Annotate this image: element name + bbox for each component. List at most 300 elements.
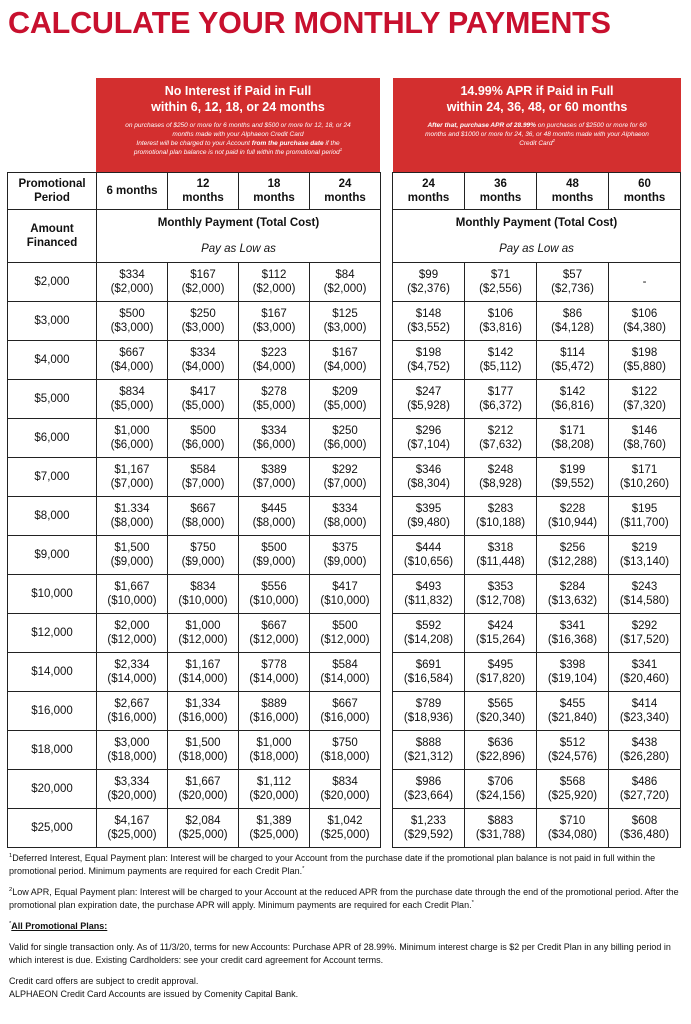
monthly-payment-value: $395	[415, 503, 442, 515]
payment-cell	[465, 302, 537, 341]
total-cost-value: ($8,000)	[181, 517, 225, 529]
amount-label-line: Financed	[26, 237, 78, 249]
total-cost-value: ($7,000)	[181, 478, 225, 490]
footnote-marker: 2	[9, 887, 13, 893]
total-cost-value: ($20,000)	[249, 790, 299, 802]
monthly-payment-value: $2,667	[114, 698, 150, 710]
payment-cell	[310, 458, 381, 497]
payment-cell	[609, 341, 681, 380]
total-cost-value: ($10,656)	[403, 556, 454, 568]
monthly-payment-value: $57	[562, 269, 583, 281]
payment-cell	[393, 497, 465, 536]
monthly-payment-value: $986	[415, 776, 442, 788]
monthly-payment-value: $341	[559, 620, 586, 632]
total-cost-value: ($2,000)	[252, 283, 296, 295]
table-row	[8, 341, 681, 380]
banner-terms-line: on purchases of $250 or more for 6 months and $500 or more for 12, 18, or 24	[125, 122, 351, 129]
total-cost-value: ($16,000)	[107, 712, 157, 724]
monthly-payment-value: $444	[415, 542, 442, 554]
total-cost-value: ($21,840)	[547, 712, 598, 724]
monthly-payment-value: $1,167	[185, 659, 221, 671]
total-cost-value: ($12,000)	[249, 634, 299, 646]
promo-period-label-line: Promotional	[18, 178, 86, 190]
total-cost-value: ($3,000)	[181, 322, 225, 334]
total-cost-value: ($14,000)	[320, 673, 370, 685]
footnotes	[9, 852, 685, 1001]
footnote-marker: *	[9, 921, 12, 927]
payment-cell	[393, 614, 465, 653]
total-cost-value: ($4,000)	[252, 361, 296, 373]
monthly-payment-value: $212	[487, 425, 514, 437]
monthly-payment-value: $1,667	[114, 581, 150, 593]
total-cost-value: ($7,000)	[252, 478, 296, 490]
monthly-payment-value: $114	[560, 347, 585, 359]
payment-cell	[168, 770, 239, 809]
banner-terms-line: months made with your Alphaeon Credit Card	[172, 131, 304, 138]
monthly-payment-value: $750	[332, 737, 358, 749]
amount-financed-cell: $20,000	[8, 770, 97, 809]
total-cost-value: ($24,156)	[475, 790, 526, 802]
total-cost-value: ($8,000)	[252, 517, 296, 529]
total-cost-value: ($6,372)	[479, 400, 522, 412]
term-unit: months	[623, 192, 666, 204]
payment-cell	[239, 653, 310, 692]
payment-cell	[537, 575, 609, 614]
monthly-payment-value: $292	[332, 464, 358, 476]
total-cost-value: ($9,000)	[323, 556, 367, 568]
monthly-payment-value: $346	[415, 464, 442, 476]
monthly-payment-value: $500	[261, 542, 287, 554]
payment-cell	[537, 302, 609, 341]
payment-cell	[168, 380, 239, 419]
term-header-48	[537, 173, 609, 210]
payment-cell	[609, 731, 681, 770]
monthly-payment-value: $353	[487, 581, 514, 593]
term-header-24-no-interest	[310, 173, 381, 210]
banner-terms-line: Credit Card	[519, 140, 553, 147]
table-row	[8, 692, 681, 731]
payment-cell	[609, 497, 681, 536]
payment-cell	[239, 263, 310, 302]
term-unit: months	[182, 192, 224, 204]
total-cost-value: ($18,000)	[178, 751, 228, 763]
payment-cell	[537, 614, 609, 653]
payment-cell	[609, 302, 681, 341]
monthly-payment-value: $86	[562, 308, 583, 320]
monthly-payment-value: $334	[190, 347, 216, 359]
payment-cell	[97, 770, 168, 809]
monthly-payment-value: $106	[631, 308, 658, 320]
column-gap	[381, 692, 393, 731]
payment-table	[7, 172, 681, 848]
monthly-payment-value: $243	[631, 581, 658, 593]
payment-cell	[97, 263, 168, 302]
payment-cell	[97, 653, 168, 692]
monthly-payment-value: $834	[332, 776, 358, 788]
payment-cell	[168, 497, 239, 536]
monthly-payment-value: $398	[559, 659, 586, 671]
monthly-payment-value: $834	[119, 386, 145, 398]
term-number: 24	[422, 178, 435, 190]
total-cost-value: ($4,380)	[623, 322, 666, 334]
total-cost-value: ($12,000)	[320, 634, 370, 646]
term-unit: months	[479, 192, 522, 204]
table-row	[8, 380, 681, 419]
monthly-payment-value: $219	[631, 542, 658, 554]
total-cost-value: ($10,000)	[249, 595, 299, 607]
promo-period-label-line: Period	[34, 192, 70, 204]
term-unit: months	[407, 192, 450, 204]
monthly-payment-value: $3,334	[114, 776, 150, 788]
payment-cell	[465, 458, 537, 497]
column-gap	[381, 341, 393, 380]
payment-cell	[239, 380, 310, 419]
total-cost-value: ($6,000)	[252, 439, 296, 451]
monthly-payment-value: $568	[559, 776, 586, 788]
banner-terms-line: on purchases of $2500 or more for 60	[535, 122, 647, 129]
payment-cell	[168, 653, 239, 692]
table-row	[8, 458, 681, 497]
footnote-marker: *	[471, 900, 474, 906]
monthly-payment-value: $495	[487, 659, 514, 671]
total-cost-value: ($20,000)	[178, 790, 228, 802]
payment-cell	[609, 575, 681, 614]
amount-financed-cell: $14,000	[8, 653, 97, 692]
total-cost-value: ($22,896)	[475, 751, 526, 763]
payment-cell	[465, 653, 537, 692]
low-apr-banner-heading	[401, 83, 673, 115]
total-cost-value: ($25,000)	[178, 829, 228, 841]
payment-cell	[310, 770, 381, 809]
monthly-payment-value: $750	[190, 542, 216, 554]
monthly-payment-value: $209	[332, 386, 358, 398]
total-cost-value: ($10,000)	[178, 595, 228, 607]
monthly-payment-value: $167	[261, 308, 287, 320]
monthly-payment-value: $3,000	[114, 737, 150, 749]
total-cost-value: ($7,104)	[407, 439, 450, 451]
monthly-payment-value: $1,334	[185, 698, 221, 710]
promo-period-label	[8, 173, 97, 210]
total-cost-value: ($14,000)	[178, 673, 228, 685]
monthly-payment-value: $334	[332, 503, 358, 515]
footnote-text: Low APR, Equal Payment plan: Interest will be charged to your Account at the reduced APR from the purchase date through the end of the promotional period. After the promotional plan expiration date, the purchase APR will apply. Minimum payments are required for each Credit Plan.	[9, 887, 679, 910]
payment-cell	[537, 458, 609, 497]
monthly-payment-value: $500	[332, 620, 358, 632]
payment-cell	[465, 614, 537, 653]
monthly-payment-value: $414	[631, 698, 658, 710]
total-cost-value: ($10,260)	[619, 478, 670, 490]
amount-financed-cell: $2,000	[8, 263, 97, 302]
column-gap	[381, 497, 393, 536]
monthly-payment-value: $199	[559, 464, 586, 476]
payment-cell	[97, 575, 168, 614]
payment-cell	[393, 458, 465, 497]
column-gap	[381, 458, 393, 497]
amount-financed-cell: $3,000	[8, 302, 97, 341]
total-cost-value: ($23,664)	[403, 790, 454, 802]
monthly-payment-subheader-right	[393, 210, 681, 263]
total-cost-value: ($12,708)	[475, 595, 526, 607]
total-cost-value: ($13,632)	[547, 595, 598, 607]
total-cost-value: ($23,340)	[619, 712, 670, 724]
total-cost-value: ($2,556)	[479, 283, 522, 295]
table-row	[8, 302, 681, 341]
payment-cell	[465, 575, 537, 614]
payment-cell	[310, 692, 381, 731]
banner-terms-emphasis: from the purchase date	[251, 140, 324, 147]
total-cost-value: ($12,288)	[547, 556, 598, 568]
monthly-payment-value: $142	[559, 386, 586, 398]
payment-cell	[465, 341, 537, 380]
total-cost-value: ($12,000)	[107, 634, 157, 646]
monthly-payment-value: $486	[631, 776, 658, 788]
payment-cell	[537, 497, 609, 536]
monthly-payment-value: $146	[631, 425, 658, 437]
total-cost-value: ($18,000)	[320, 751, 370, 763]
payment-cell	[168, 419, 239, 458]
term-header-36	[465, 173, 537, 210]
monthly-payment-label: Monthly Payment (Total Cost)	[455, 217, 618, 229]
monthly-payment-value: $1,112	[256, 776, 292, 788]
monthly-payment-value: $112	[261, 269, 287, 281]
total-cost-value: ($8,928)	[479, 478, 522, 490]
footnote-marker: 1	[9, 853, 13, 859]
payment-cell	[609, 653, 681, 692]
monthly-payment-value: $1,389	[256, 815, 292, 827]
total-cost-value: ($25,000)	[320, 829, 370, 841]
amount-financed-cell: $8,000	[8, 497, 97, 536]
monthly-payment-value: $250	[332, 425, 358, 437]
total-cost-value: ($25,920)	[547, 790, 598, 802]
total-cost-value: ($2,000)	[323, 283, 367, 295]
monthly-payment-value: $389	[261, 464, 287, 476]
payment-cell	[537, 692, 609, 731]
footnote-ref: 2	[552, 137, 555, 143]
total-cost-value: ($25,000)	[107, 829, 157, 841]
total-cost-value: ($8,304)	[407, 478, 450, 490]
term-number: 18	[267, 178, 281, 190]
term-number: 36	[494, 178, 507, 190]
amount-financed-cell: $16,000	[8, 692, 97, 731]
total-cost-value: ($3,000)	[110, 322, 154, 334]
payment-cell	[393, 302, 465, 341]
payment-cell	[310, 614, 381, 653]
monthly-payment-value: $565	[487, 698, 514, 710]
monthly-payment-value: $4,167	[114, 815, 150, 827]
payment-cell	[239, 575, 310, 614]
table-row	[8, 731, 681, 770]
monthly-payment-value: $636	[487, 737, 514, 749]
monthly-payment-value: $106	[487, 308, 514, 320]
monthly-payment-value: $592	[415, 620, 442, 632]
payment-cell	[537, 419, 609, 458]
monthly-payment-value: -	[642, 276, 647, 288]
payment-cell	[97, 419, 168, 458]
term-number: 24	[338, 178, 352, 190]
monthly-payment-value: $417	[332, 581, 358, 593]
total-cost-value: ($5,880)	[623, 361, 666, 373]
monthly-payment-value: $296	[415, 425, 442, 437]
payment-cell	[239, 770, 310, 809]
monthly-payment-value: $195	[631, 503, 658, 515]
monthly-payment-value: $667	[119, 347, 145, 359]
banner-terms-line: if the	[323, 140, 340, 147]
validity-note: Valid for single transaction only. As of 11/3/20, terms for new Accounts: Purchase APR of 28.99%. Minimum interest charge is $2 per Credit Plan in any billing period in which interest is due. Existing Cardholders: see your credit card agreement for Account terms.	[9, 942, 671, 965]
monthly-payment-value: $455	[559, 698, 586, 710]
monthly-payment-value: $318	[487, 542, 514, 554]
monthly-payment-value: $710	[559, 815, 586, 827]
total-cost-value: ($6,816)	[551, 400, 594, 412]
payment-cell	[465, 263, 537, 302]
term-unit: months	[551, 192, 594, 204]
payment-cell	[465, 770, 537, 809]
monthly-payment-value: $278	[261, 386, 287, 398]
pay-as-low-label: Pay as Low as	[201, 243, 276, 255]
total-cost-value: ($10,944)	[547, 517, 598, 529]
payment-cell	[537, 731, 609, 770]
payment-cell	[239, 614, 310, 653]
total-cost-value: ($4,128)	[551, 322, 594, 334]
total-cost-value: ($14,000)	[249, 673, 299, 685]
payment-cell	[465, 419, 537, 458]
monthly-payment-value: $778	[261, 659, 287, 671]
payment-cell	[609, 770, 681, 809]
payment-cell	[97, 809, 168, 848]
monthly-payment-value: $71	[490, 269, 511, 281]
monthly-payment-value: $883	[487, 815, 514, 827]
monthly-payment-value: $1,000	[114, 425, 150, 437]
monthly-payment-value: $247	[415, 386, 442, 398]
table-row	[8, 614, 681, 653]
term-number: 60	[638, 178, 651, 190]
total-cost-value: ($7,320)	[623, 400, 666, 412]
amount-financed-cell: $12,000	[8, 614, 97, 653]
total-cost-value: ($14,580)	[619, 595, 670, 607]
table-row	[8, 263, 681, 302]
monthly-payment-value: $142	[487, 347, 514, 359]
amount-financed-cell: $25,000	[8, 809, 97, 848]
payment-cell	[393, 770, 465, 809]
total-cost-value: ($5,472)	[551, 361, 594, 373]
amount-financed-label	[8, 210, 97, 263]
term-number: 48	[566, 178, 579, 190]
banner-terms-line: promotional plan balance is not paid in full within the promotional period	[133, 149, 340, 156]
total-cost-value: ($8,760)	[623, 439, 666, 451]
payment-cell	[609, 263, 681, 302]
total-cost-value: ($19,104)	[547, 673, 598, 685]
total-cost-value: ($16,000)	[320, 712, 370, 724]
monthly-payment-value: $834	[190, 581, 216, 593]
monthly-payment-value: $584	[332, 659, 358, 671]
payment-cell	[609, 458, 681, 497]
monthly-payment-value: $417	[190, 386, 216, 398]
subheader-row	[8, 210, 681, 263]
monthly-payment-value: $284	[559, 581, 586, 593]
monthly-payment-value: $84	[335, 269, 355, 281]
total-cost-value: ($5,928)	[407, 400, 450, 412]
monthly-payment-value: $1,042	[327, 815, 363, 827]
monthly-payment-value: $171	[631, 464, 658, 476]
monthly-payment-value: $171	[559, 425, 586, 437]
payment-cell	[465, 731, 537, 770]
payment-cell	[393, 419, 465, 458]
payment-cell	[310, 536, 381, 575]
payment-cell	[537, 770, 609, 809]
column-gap	[381, 809, 393, 848]
no-interest-banner-heading	[104, 83, 372, 115]
total-cost-value: ($18,000)	[249, 751, 299, 763]
total-cost-value: ($4,000)	[110, 361, 154, 373]
payment-cell	[310, 419, 381, 458]
payment-cell	[465, 809, 537, 848]
payment-cell	[393, 263, 465, 302]
payment-cell	[97, 731, 168, 770]
payment-cell	[537, 380, 609, 419]
monthly-payment-value: $122	[631, 386, 658, 398]
total-cost-value: ($4,000)	[323, 361, 367, 373]
total-cost-value: ($16,000)	[178, 712, 228, 724]
banner-heading-line: within 24, 36, 48, or 60 months	[446, 100, 628, 114]
amount-financed-cell: $9,000	[8, 536, 97, 575]
payment-cell	[97, 614, 168, 653]
total-cost-value: ($17,520)	[619, 634, 670, 646]
payment-cell	[310, 731, 381, 770]
payment-cell	[609, 692, 681, 731]
total-cost-value: ($8,000)	[323, 517, 367, 529]
payment-cell	[537, 536, 609, 575]
payment-cell	[609, 809, 681, 848]
total-cost-value: ($11,832)	[404, 595, 453, 607]
term-header-6	[97, 173, 168, 210]
monthly-payment-value: $248	[487, 464, 514, 476]
banner-heading-line: No Interest if Paid in Full	[164, 84, 312, 98]
payment-cell	[393, 731, 465, 770]
monthly-payment-value: $283	[487, 503, 514, 515]
monthly-payment-value: $198	[415, 347, 442, 359]
footnote-text: Deferred Interest, Equal Payment plan: Interest will be charged to your Account from the purchase date if the promotional plan balance is not paid in full within the promotional period. Minimum payments are required for each Credit Plan.	[9, 853, 656, 876]
total-cost-value: ($9,000)	[252, 556, 296, 568]
payment-cell	[239, 497, 310, 536]
table-row	[8, 575, 681, 614]
payment-cell	[310, 653, 381, 692]
total-cost-value: ($6,000)	[323, 439, 367, 451]
payment-cell	[609, 419, 681, 458]
term-header-60	[609, 173, 681, 210]
payment-cell	[465, 497, 537, 536]
monthly-payment-value: $1,667	[185, 776, 221, 788]
amount-financed-cell: $18,000	[8, 731, 97, 770]
banner-terms-emphasis: After that, purchase APR of 28.99%	[427, 122, 536, 129]
total-cost-value: ($21,312)	[403, 751, 454, 763]
payment-cell	[168, 263, 239, 302]
payment-cell	[168, 809, 239, 848]
total-cost-value: ($14,000)	[107, 673, 157, 685]
payment-cell	[239, 458, 310, 497]
monthly-payment-subheader-left	[97, 210, 381, 263]
total-cost-value: ($10,000)	[107, 595, 157, 607]
payment-cell	[393, 536, 465, 575]
monthly-payment-value: $250	[190, 308, 216, 320]
banner-heading-line: within 6, 12, 18, or 24 months	[151, 100, 325, 114]
monthly-payment-value: $292	[631, 620, 658, 632]
payment-cell	[310, 380, 381, 419]
payment-cell	[168, 692, 239, 731]
payment-cell	[168, 575, 239, 614]
table-row	[8, 770, 681, 809]
monthly-payment-value: $223	[261, 347, 287, 359]
payment-cell	[537, 341, 609, 380]
monthly-payment-value: $341	[631, 659, 658, 671]
